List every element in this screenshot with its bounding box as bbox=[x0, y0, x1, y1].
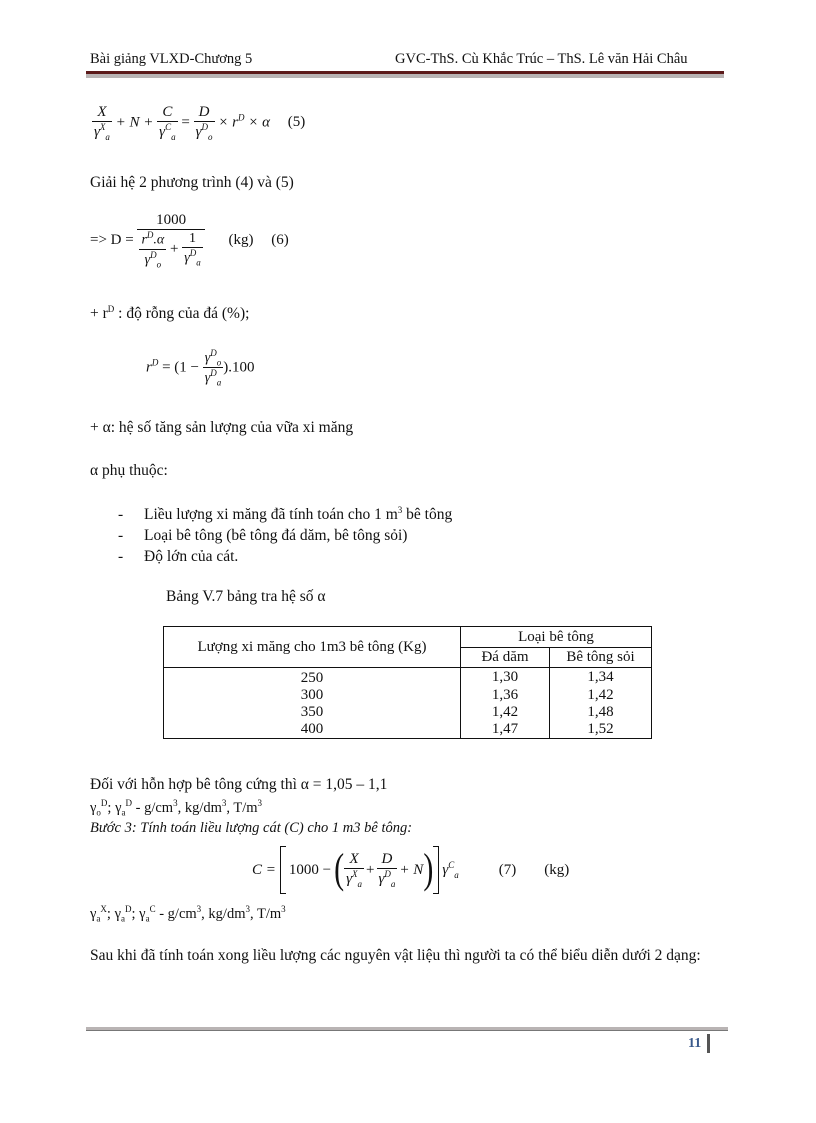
page-number: 11 bbox=[688, 1036, 702, 1051]
fraction-1000: 1000 $\frac{r^D.\alpha}{\gamma^D_o}$ + $\frac{1}{\gamma^D_a}$ bbox=[137, 212, 204, 269]
alpha-definition: + α: hệ số tăng sản lượng của vữa xi măng bbox=[90, 419, 354, 436]
fraction-d: $\frac{D}{\gamma^D_o}$ bbox=[195, 104, 213, 142]
table-row: 350 1,42 1,48 bbox=[164, 704, 652, 721]
footer-rule-line bbox=[86, 1030, 728, 1031]
table-header-da-dam: Đá dăm bbox=[461, 648, 550, 668]
table-row: 300 1,36 1,42 bbox=[164, 687, 652, 704]
equation-7: C = 1000 − ( $\frac{X}{\gamma^X_a}$ + $\frac{D}{\gamma^D_a}$ + N ) $\gamma^C_a$ (7) (kg) bbox=[252, 846, 570, 893]
table-header-be-tong-soi: Bê tông sỏi bbox=[550, 648, 652, 668]
density-units-2: $\gamma_a^X$; $\gamma_a^D$; $\gamma_a^C - g/cm^3$, $kg/dm^3$, $T/m^3$ bbox=[90, 904, 286, 924]
stiff-mix-note: Đối với hỗn hợp bê tông cứng thì α = 1,05 – 1,1 bbox=[90, 776, 388, 793]
table-row: 250 1,30 1,34 bbox=[164, 668, 652, 688]
density-units-1: $\gamma_o^D$; $\gamma_a^D - g/cm^3$, $kg/dm^3$, $T/m^3$ bbox=[90, 798, 263, 818]
rD-definition: + $r^D$ : độ rỗng của đá (%); bbox=[90, 304, 250, 323]
fraction-x: $\frac{X}{\gamma^X_a}$ bbox=[94, 104, 110, 142]
page-number-bar bbox=[707, 1034, 710, 1053]
header-rule-shadow bbox=[86, 74, 724, 78]
step-3-heading: Bước 3: Tính toán liều lượng cát (C) cho 1 m3 bê tông: bbox=[90, 820, 413, 836]
header-left-title: Bài giảng VLXD-Chương 5 bbox=[90, 51, 253, 67]
header-authors: GVC-ThS. Cù Khắc Trúc – ThS. Lê văn Hải Châu bbox=[395, 51, 688, 67]
alpha-depends-label: α phụ thuộc: bbox=[90, 462, 168, 479]
alpha-table bbox=[163, 626, 652, 739]
fraction-c: $\frac{C}{\gamma^C_a}$ bbox=[159, 104, 176, 142]
table-caption: Bảng V.7 bảng tra hệ số α bbox=[166, 588, 326, 605]
alpha-factor-list bbox=[118, 500, 452, 567]
rD-formula: $r^D = (1$ − $\frac{\gamma^D_o}{\gamma^D_a}$ ).100 bbox=[146, 348, 255, 388]
equation-6: => D = 1000 $\frac{r^D.\alpha}{\gamma^D_o}$ + $\frac{1}{\gamma^D_a}$ (kg) (6) bbox=[90, 212, 289, 270]
list-item: - Liều lượng xi măng đã tính toán cho 1 $m^3$ bê tông bbox=[118, 505, 453, 524]
table-row: 400 1,47 1,52 bbox=[164, 721, 652, 739]
table-header-type: Loại bê tông bbox=[461, 627, 652, 648]
table-header-cement: Lượng xi măng cho 1m3 bê tông (Kg) bbox=[164, 627, 461, 668]
list-item: - Loại bê tông (bê tông đá dăm, bê tông sỏi) bbox=[118, 527, 408, 545]
equation-5: $\frac{X}{\gamma^X_a}$ + N + $\frac{C}{\gamma^C_a}$ = $\frac{D}{\gamma^D_o}$ × $r^D \times \alpha$ (5) bbox=[94, 104, 306, 142]
list-item: - Độ lớn của cát. bbox=[118, 548, 239, 566]
closing-paragraph: Sau khi đã tính toán xong liều lượng các nguyên vật liệu thì người ta có thể biểu diễn dưới 2 dạng: bbox=[90, 947, 701, 964]
solve-system-text: Giải hệ 2 phương trình (4) và (5) bbox=[90, 174, 294, 191]
